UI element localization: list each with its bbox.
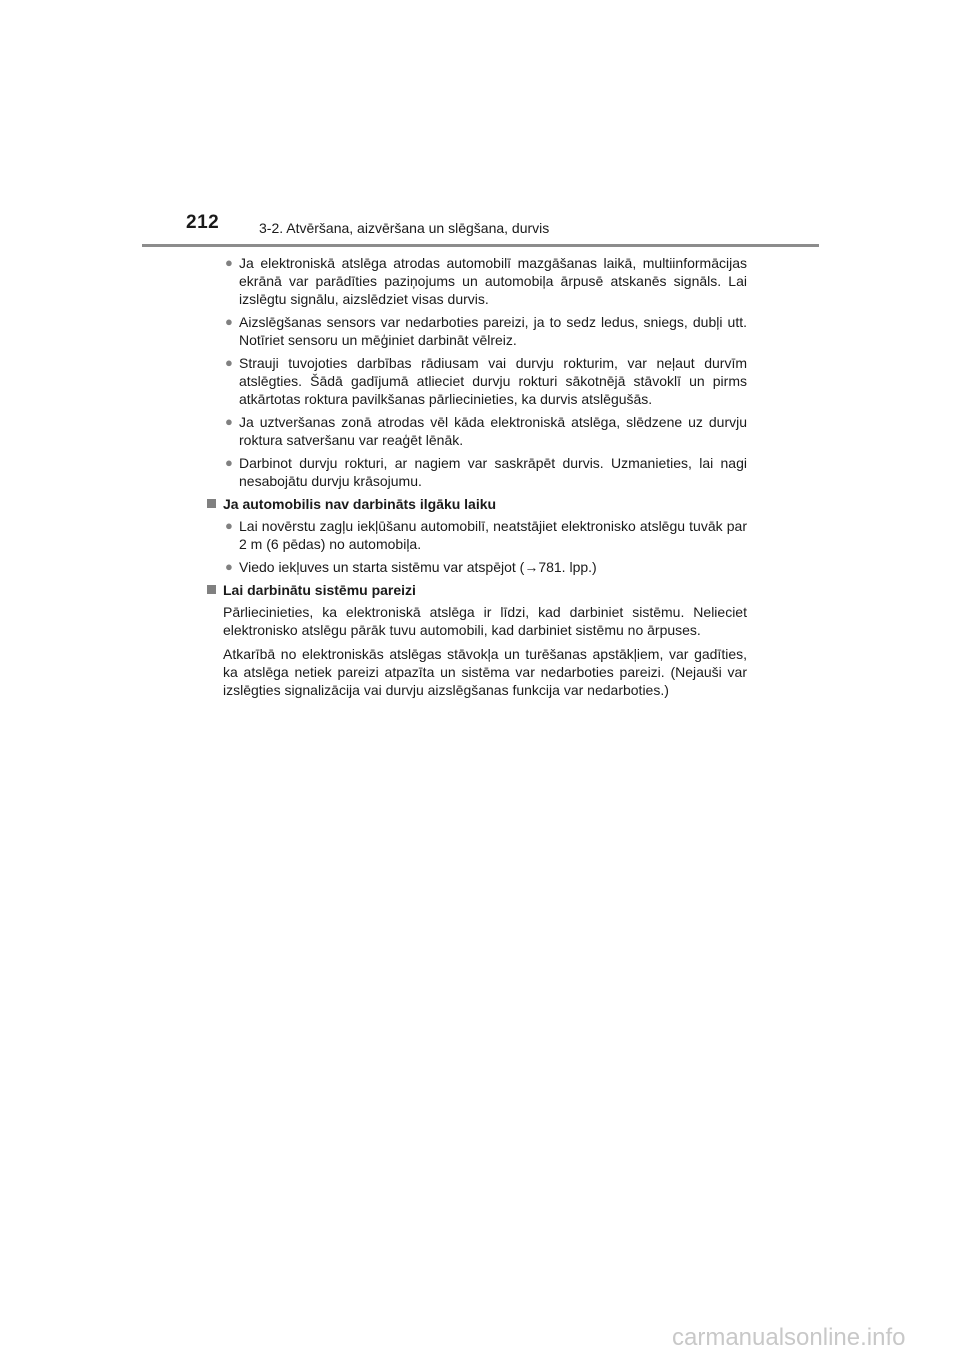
page-content <box>207 254 747 705</box>
circle-bullet-icon: ● <box>225 559 233 574</box>
circle-bullet-icon: ● <box>225 355 233 370</box>
list-item: ● Aizslēgšanas sensors var nedarboties pareizi, ja to sedz ledus, sniegs, dubļi utt. Notīriet sensoru un mēģiniet darbināt vēlreiz. <box>225 314 747 348</box>
list-item: ● Viedo iekļuves un starta sistēmu var atspējot (→781. lpp.) <box>225 559 597 575</box>
circle-bullet-icon: ● <box>225 455 233 470</box>
page-number: 212 <box>186 212 220 233</box>
list-item: ● Darbinot durvju rokturi, ar nagiem var saskrāpēt durvis. Uzmanieties, lai nagi nesabojātu durvju krāsojumu. <box>225 455 747 489</box>
paragraph: Pārliecinieties, ka elektroniskā atslēga ir līdzi, kad darbiniet sistēmu. Nelieciet elektronisko atslēgu pārāk tuvu automobili, kad darbiniet sistēmu no ārpuses. <box>223 604 747 638</box>
square-heading-icon <box>207 499 216 508</box>
page-header <box>0 0 960 250</box>
section-heading: Ja automobilis nav darbināts ilgāku laiku <box>207 495 747 513</box>
list-item: ● Strauji tuvojoties darbības rādiusam vai durvju rokturim, var neļaut durvīm atslēgties. Šādā gadījumā atlieciet durvju rokturi sākotnējā stāvoklī un pirms atkārtotas roktura pavilkšanas pārliecinieties, ka durvis atslēgušās. <box>225 355 747 407</box>
circle-bullet-icon: ● <box>225 414 233 429</box>
circle-bullet-icon: ● <box>225 255 233 270</box>
section-heading: Lai darbinātu sistēmu pareizi <box>207 581 747 599</box>
list-item: ● Ja elektroniskā atslēga atrodas automobilī mazgāšanas laikā, multiinformācijas ekrānā var parādīties paziņojums un automobiļa ārpusē atskanēs signāls. Lai izslēgtu signālu, aizslēdziet visas durvis. <box>225 255 747 307</box>
paragraph: Atkarībā no elektroniskās atslēgas stāvokļa un turēšanas apstākļiem, var gadīties, ka atslēga netiek pareizi atpazīta un sistēma var nedarboties pareizi. (Nejauši var izslēgties signalizācija vai durvju aizslēgšanas funkcija var nedarboties.) <box>223 646 747 698</box>
watermark-text: carmanualsonline.info <box>672 1324 906 1351</box>
square-heading-icon <box>207 585 216 594</box>
circle-bullet-icon: ● <box>225 314 233 329</box>
list-item: ● Lai novērstu zagļu iekļūšanu automobilī, neatstājiet elektronisko atslēgu tuvāk par 2 m (6 pēdas) no automobiļa. <box>225 518 747 552</box>
header-divider <box>142 244 819 247</box>
circle-bullet-icon: ● <box>225 518 233 533</box>
list-item: ● Ja uztveršanas zonā atrodas vēl kāda elektroniskā atslēga, slēdzene uz durvju roktura satveršanu var reaģēt lēnāk. <box>225 414 747 448</box>
section-title: 3-2. Atvēršana, aizvēršana un slēgšana, durvis <box>259 220 550 236</box>
